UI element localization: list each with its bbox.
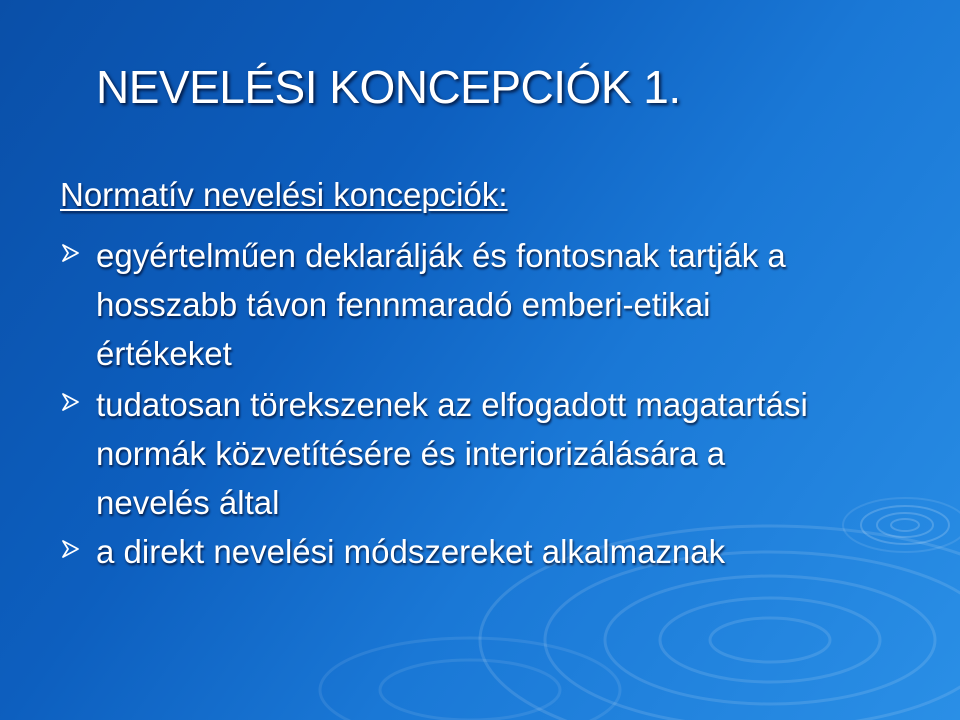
slide-subtitle: Normatív nevelési koncepciók: [60, 176, 508, 213]
arrow-bullet-icon [60, 538, 82, 560]
bullet-text: tudatosan törekszenek az elfogadott magatartási normák közvetítésére és interiorizálására a nevelés által [96, 386, 808, 521]
bullet-item [60, 527, 836, 576]
arrow-bullet-icon [60, 391, 82, 413]
arrow-bullet-icon [60, 242, 82, 264]
bullet-text: a direkt nevelési módszereket alkalmaznak [96, 533, 726, 570]
bullet-item [60, 380, 836, 527]
bullet-text: egyértelműen deklarálják és fontosnak tartják a hosszabb távon fennmaradó emberi-etikai értékeket [96, 237, 786, 372]
slide-title: NEVELÉSI KONCEPCIÓK 1. [96, 61, 681, 113]
bullet-item [60, 231, 836, 378]
